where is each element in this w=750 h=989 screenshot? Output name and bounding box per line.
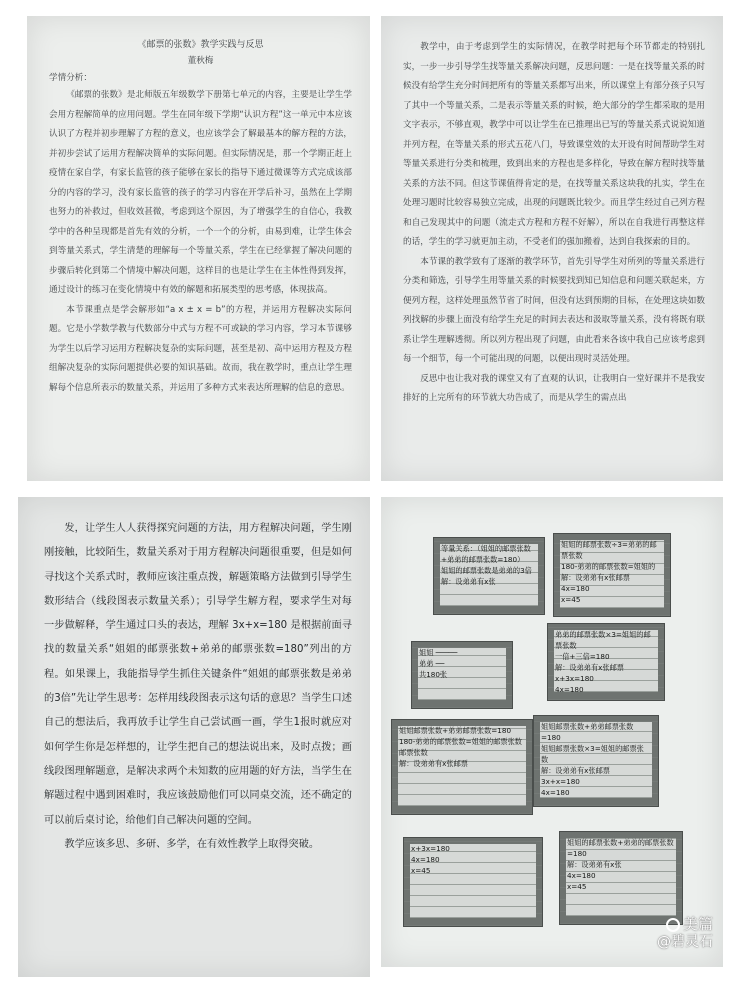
student-work-snippet: 姐姐邮票张数+弟弟邮票张数=180 180-弟弟的邮票张数=姐姐的邮票张数 邮票张数 解：设弟弟有x张邮票 <box>391 719 533 815</box>
student-work-snippet: 等量关系：（姐姐的邮票张数+弟弟的邮票张数=180） 姐姐的邮票张数是弟弟的3倍 解：设弟弟有x张 <box>433 537 545 615</box>
paragraph: 发，让学生人人获得探究问题的方法，用方程解决问题，学生刚刚接触，比较陌生，数量关系对于用方程解决问题很重要，但是如何寻找这个关系式时，教师应该注重点拨，解题策略方法做到引导学生数形结合（线段图表示数量关系）；引导学生解方程，要求学生对每一步做解释，学生通过口头的表达，理解 3x+x=180 是根据前面寻找的数量关系“姐姐的邮票张数+弟弟的邮票张数=180”列出的方程。如果课上，我能指导学生抓住关键条件“姐姐的邮票张数是弟弟的3倍”先让学生思考：怎样用线段图表示这句话的意思？当学生口述自己的想法后，我再放手让学生自己尝试画一画，学生1报时就应对如何学生你是怎样想的，让学生把自己的想法说出来，及时点拨；画线段图理解题意，是解决求两个未知数的应用题的好方法，当学生在解题过程中遇到困难时，我应该鼓励他们可以同桌交流，还不确定的可以前后桌讨论，给他们自己解决问题的空间。 <box>44 523 352 826</box>
document-photo-1 <box>27 16 370 481</box>
paragraph: 本节课的教学致有了逐渐的教学环节，首先引导学生对所列的等量关系进行分类和筛选，引导学生用等量关系的时候要找到知已知信息和问题关联起来，方便列方程，这样处理虽然节省了时间，但没有达到预期的目标，在处理这块如数列找解的步骤上面没有给学生充足的时间去表达和汲取等量关系，没有将既有联系让学生理解透彻。所以列方程出现了问题，由此看来各该中我自己应该考虑到每一个细节，每一个可能出现的问题，以便出现时灵活处理。 <box>403 256 705 364</box>
document-author: 董秋梅 <box>187 56 214 66</box>
student-work-snippet: 弟弟的邮票张数×3=姐姐的邮票张数 一倍+三倍=180 解：设弟弟有x张邮票 x+3x=180 4x=180 <box>547 623 665 701</box>
document-title: 《邮票的张数》教学实践与反思 <box>137 40 264 50</box>
document-page-3 <box>44 517 352 857</box>
paragraph: 教学应该多思、多研、多学，在有效性教学上取得突破。 <box>64 838 320 850</box>
student-work-photo <box>381 497 723 967</box>
brand-logo-icon <box>666 918 680 932</box>
paragraph: 本节课重点是学会解形如“a x ± x = b”的方程，并运用方程解决实际问题。它是小学数学教与代数部分中式与方程不可或缺的学习内容，学习本节课够为学生以后学习运用方程解决复杂的实际问题，甚至是初、高中运用方程及方程组解决复杂的实际问题提供必要的知识基础。故而，我在教学时，重点让学生理解每个信息所表示的数量关系，并运用了多种方式来表达所理解的信息的意思。 <box>49 304 352 393</box>
student-work-snippet: 姐姐的邮票张数+弟弟的邮票张数=180 解：设弟弟有x张 4x=180 x=45 <box>559 831 683 925</box>
student-work-snippet: x+3x=180 4x=180 x=45 <box>403 837 543 927</box>
student-work-snippet: 姐姐的邮票张数÷3=弟弟的邮票张数 180-弟弟的邮票张数=姐姐的 解：设弟弟有x张邮票 4x=180 x=45 <box>553 533 671 617</box>
document-page-2 <box>403 38 705 409</box>
document-photo-2 <box>381 16 723 481</box>
watermark-user: @碧灵石 <box>657 934 713 950</box>
student-work-snippet: 姐姐 ───── 弟弟 ── 共180张 <box>411 641 513 709</box>
paragraph: 反思中也让我对我的课堂又有了直观的认识，让我明白一堂好课并不是我安排好的上完所有的环节就大功告成了，而是从学生的需点出 <box>403 373 705 403</box>
paragraph: 教学中，由于考虑到学生的实际情况，在教学时把每个环节都走的特别扎实，一步一步引导学生找等量关系解决问题，反思问题：一是在找等量关系的时候没有给学生充分时间把所有的等量关系都写出来，所以课堂上有部分孩子只写了其中一个等量关系，二是表示等量关系的时候，绝大部分的学生都采取的是用文字表示，不够直观，教学中可以让学生在已推理出已写的等量关系式说说知道并列方程，在等量关系的形式五花八门，导致课堂效的太开设有时间帮助学生对等量关系进行分类和梳理，致到出来的方程也是多样化，导致在解方程时找等量关系的方法不同。但这节课值得肯定的是，在找等量关系这块我的扎实，学生在处理习题时比较容易独立完成，出现的问题既比较少。而且学生经过自己列方程和自己发现其中的问题（流走式方程和方程不好解），所以在自我进行再整这样的话，学生的学习就更加主动，不受老们的强加搬着，达到自我探索的目的。 <box>403 42 705 247</box>
paragraph: 《邮票的张数》是北师版五年级数学下册第七单元的内容，主要是让学生学会用方程解简单的应用问题。学生在同年级下学期“认识方程”这一单元中本应该认识了方程并初步理解了方程的意义，也应该学会了解最基本的解方程的方法，并初步尝试了运用方程解决简单的实际问题。但实际情况是，那一个学期正赶上疫情在家自学，有家长监管的孩子能够在家长的指导下通过微课等方式完成该部分的内容的学习，没有家长监管的孩子的学习内容在开学后补习，虽然在上学期也努力的补救过，但收效甚微，考虑到这个原因，为了增强学生的自信心，我教学中的各种呈现都是首先有效的分析，一个一个的分析，由易到难，让学生体会到等量关系式，学生清楚的理解每一个等量关系，学生在已经掌握了解决问题的步骤后转化到第二个情境中解决问题，这样目的也是让学生在主体性得到发挥，通过设计的练习在变化情境中有效的解题和拓展类型的思考感，体现拔高。 <box>49 90 352 295</box>
student-work-snippet: 姐姐邮票张数+弟弟邮票张数=180 姐姐邮票张数×3=姐姐的邮票张数 解：设弟弟有x张邮票 3x+x=180 4x=180 <box>533 715 659 807</box>
watermark <box>657 915 713 951</box>
document-photo-3 <box>18 497 370 977</box>
watermark-brand: 美篇 <box>657 915 713 933</box>
section-heading: 学情分析： <box>49 73 92 83</box>
document-page-1 <box>49 38 352 398</box>
